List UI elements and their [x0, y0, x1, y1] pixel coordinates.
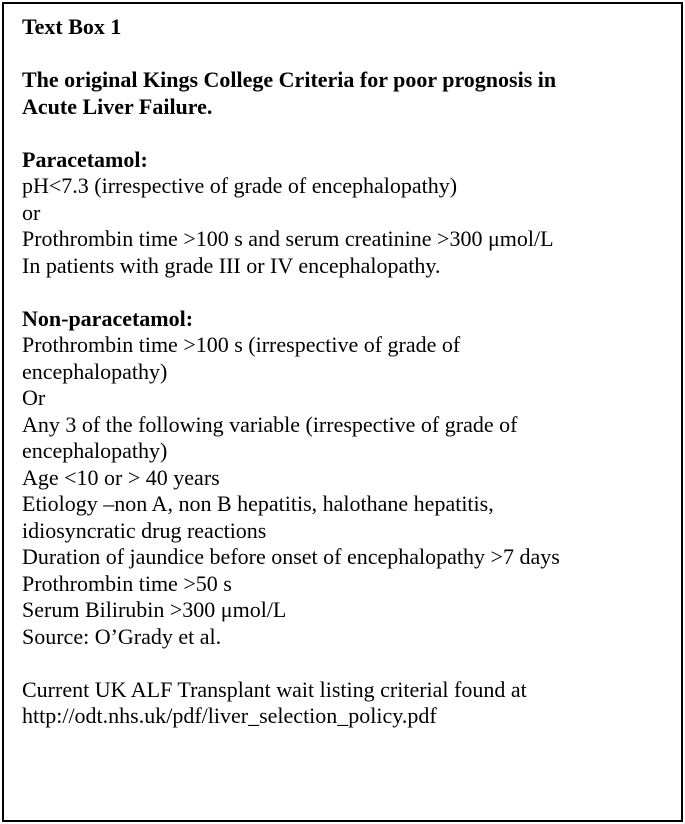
spacer	[22, 41, 671, 68]
non-paracetamol-heading: Non-paracetamol:	[22, 305, 194, 331]
paracetamol-line: In patients with grade III or IV encephalopathy.	[22, 252, 441, 278]
non-paracetamol-line: Prothrombin time >50 s	[22, 570, 232, 596]
non-paracetamol-line: Age <10 or > 40 years	[22, 464, 220, 490]
non-paracetamol-line: Serum Bilirubin >300 μmol/L	[22, 597, 287, 622]
footer-url: http://odt.nhs.uk/pdf/liver_selection_policy.pdf	[22, 703, 437, 728]
spacer	[22, 279, 671, 306]
text-box	[2, 2, 683, 822]
source-citation: Source: O’Grady et al.	[22, 623, 222, 649]
spacer	[22, 120, 671, 147]
footer-line-1: Current UK ALF Transplant wait listing criterial found at	[22, 676, 527, 702]
title-line-1: The original Kings College Criteria for poor prognosis in	[22, 67, 557, 92]
non-paracetamol-line: encephalopathy)	[22, 358, 168, 384]
paracetamol-line: pH<7.3 (irrespective of grade of encephalopathy)	[22, 173, 458, 198]
paracetamol-line: or	[22, 199, 41, 225]
non-paracetamol-line: Prothrombin time >100 s (irrespective of grade of	[22, 332, 461, 357]
paracetamol-line: Prothrombin time >100 s and serum creatinine >300 μmol/L	[22, 226, 554, 251]
non-paracetamol-line: Any 3 of the following variable (irrespective of grade of	[22, 411, 518, 437]
non-paracetamol-line: encephalopathy)	[22, 438, 168, 463]
non-paracetamol-line: Etiology –non A, non B hepatitis, halothane hepatitis,	[22, 491, 494, 516]
non-paracetamol-line: idiosyncratic drug reactions	[22, 517, 267, 543]
non-paracetamol-line: Duration of jaundice before onset of encephalopathy >7 days	[22, 544, 560, 569]
non-paracetamol-line: Or	[22, 385, 46, 410]
spacer	[22, 650, 671, 677]
paracetamol-heading: Paracetamol:	[22, 146, 148, 172]
title-line-2: Acute Liver Failure.	[22, 93, 213, 119]
box-label: Text Box 1	[22, 14, 122, 39]
text-box-content	[22, 14, 671, 730]
